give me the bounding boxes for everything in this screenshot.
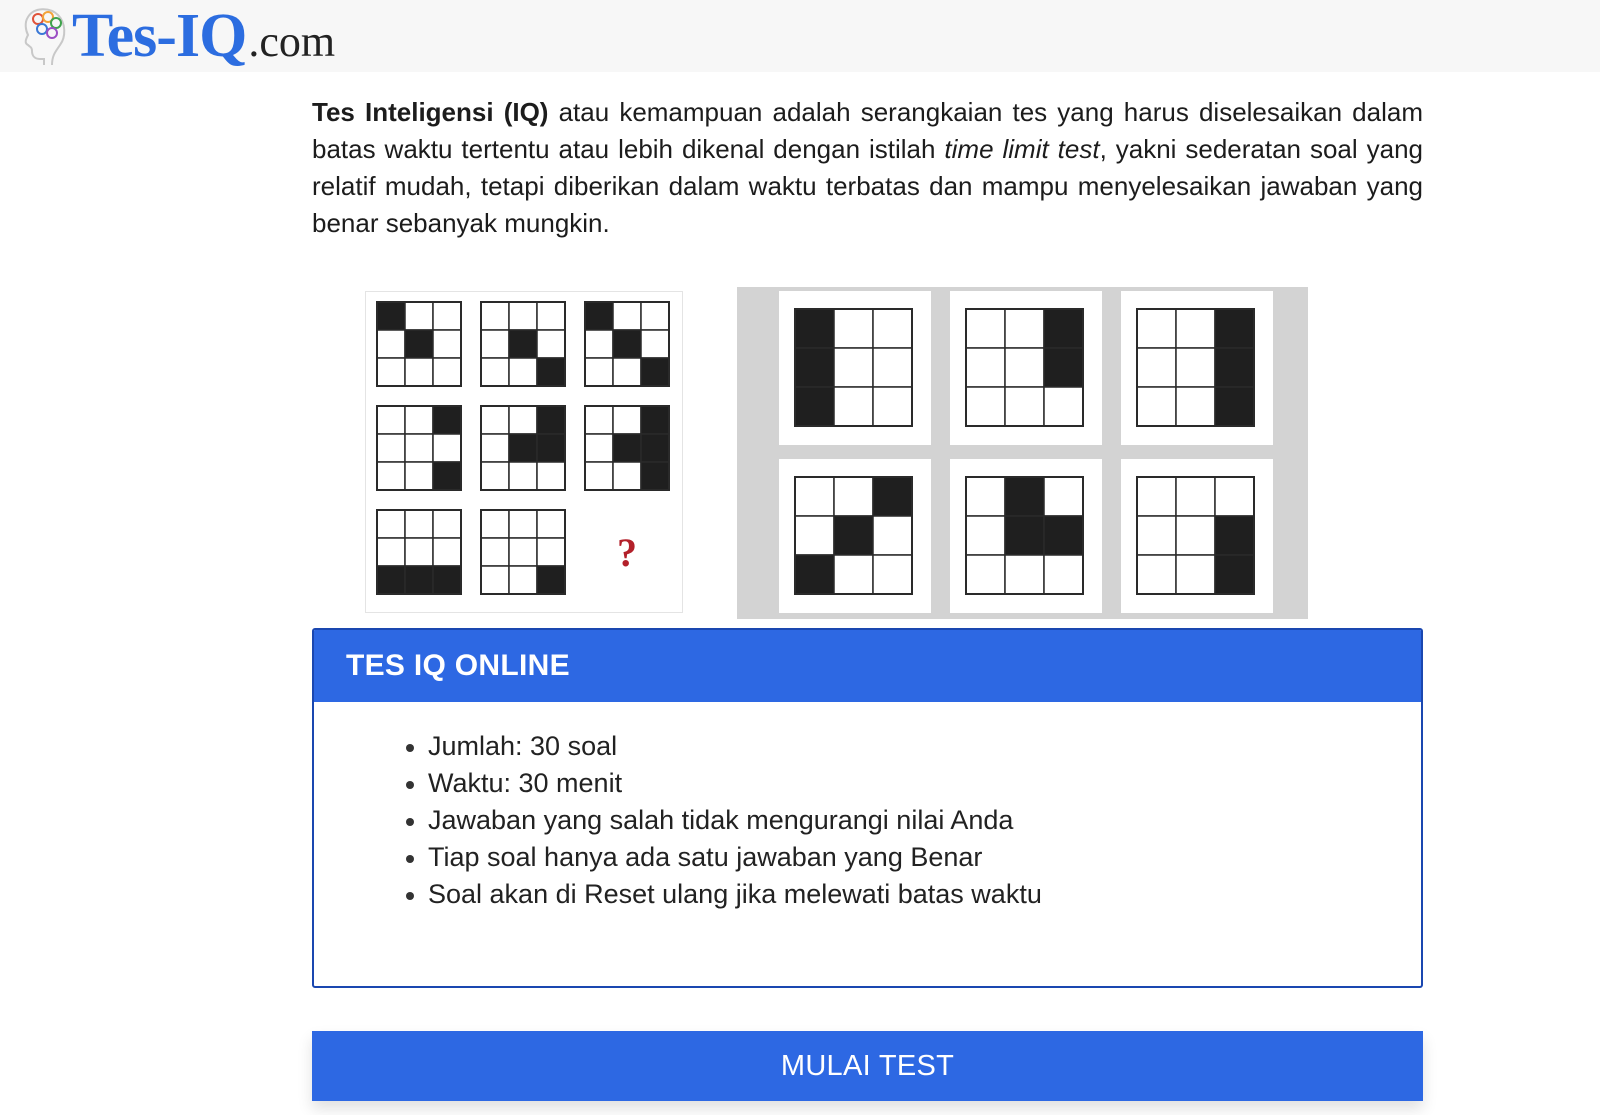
- grid-cell-empty: [585, 330, 613, 358]
- grid-cell-empty: [834, 348, 873, 387]
- grid-cell-empty: [834, 387, 873, 426]
- grid-cell-empty: [966, 309, 1005, 348]
- grid-cell-empty: [405, 302, 433, 330]
- question-mark: ?: [617, 530, 637, 575]
- matrix-grid: [585, 406, 669, 490]
- grid-cell-empty: [405, 538, 433, 566]
- grid-cell-empty: [509, 566, 537, 594]
- grid-cell-empty: [641, 302, 669, 330]
- grid-cell-empty: [481, 538, 509, 566]
- grid-cell-empty: [795, 516, 834, 555]
- grid-cell-empty: [433, 434, 461, 462]
- matrix-grid: [585, 302, 669, 386]
- grid-cell-empty: [966, 348, 1005, 387]
- grid-cell-empty: [613, 358, 641, 386]
- grid-cell-filled: [1005, 477, 1044, 516]
- grid-cell-empty: [537, 302, 565, 330]
- grid-cell-empty: [641, 330, 669, 358]
- intro-text-2: , yakni sederatan soal yang relatif mudah, tetapi diberikan dalam waktu terbatas dan mampu menyelesaikan jawaban yang benar sebanyak mungkin.: [312, 134, 1423, 238]
- grid-cell-filled: [795, 387, 834, 426]
- grid-cell-empty: [509, 358, 537, 386]
- grid-cell-filled: [613, 330, 641, 358]
- grid-cell-empty: [613, 406, 641, 434]
- grid-cell-empty: [1005, 387, 1044, 426]
- puzzle-options-svg: [737, 287, 1308, 619]
- grid-cell-empty: [1137, 309, 1176, 348]
- grid-cell-empty: [433, 358, 461, 386]
- grid-cell-empty: [377, 330, 405, 358]
- grid-cell-empty: [966, 477, 1005, 516]
- grid-cell-filled: [613, 434, 641, 462]
- intro-paragraph: [312, 94, 1423, 242]
- matrix-grid: [377, 406, 461, 490]
- grid-cell-filled: [641, 358, 669, 386]
- option-grid: [966, 309, 1083, 426]
- grid-cell-empty: [481, 330, 509, 358]
- list-item: Waktu: 30 menit: [428, 765, 1421, 802]
- site-logo[interactable]: [22, 0, 335, 72]
- grid-cell-filled: [1005, 516, 1044, 555]
- grid-cell-empty: [509, 406, 537, 434]
- grid-cell-filled: [641, 434, 669, 462]
- grid-cell-filled: [1044, 309, 1083, 348]
- grid-cell-empty: [585, 358, 613, 386]
- matrix-grid: [481, 510, 565, 594]
- grid-cell-empty: [405, 462, 433, 490]
- grid-cell-filled: [795, 555, 834, 594]
- card-title: TES IQ ONLINE: [346, 649, 570, 682]
- list-item: Soal akan di Reset ulang jika melewati batas waktu: [428, 876, 1421, 913]
- grid-cell-filled: [405, 566, 433, 594]
- grid-cell-empty: [1176, 555, 1215, 594]
- grid-cell-empty: [433, 510, 461, 538]
- grid-cell-empty: [1137, 477, 1176, 516]
- matrix-grid: [481, 406, 565, 490]
- logo-name: Tes-IQ: [72, 2, 247, 70]
- grid-cell-empty: [873, 348, 912, 387]
- grid-cell-filled: [641, 462, 669, 490]
- grid-cell-empty: [405, 510, 433, 538]
- grid-cell-empty: [966, 387, 1005, 426]
- grid-cell-empty: [1176, 516, 1215, 555]
- grid-cell-empty: [795, 477, 834, 516]
- grid-cell-empty: [613, 462, 641, 490]
- grid-cell-empty: [1215, 477, 1254, 516]
- grid-cell-empty: [1137, 516, 1176, 555]
- grid-cell-empty: [966, 516, 1005, 555]
- puzzle-matrix-svg: [366, 292, 682, 612]
- grid-cell-empty: [481, 434, 509, 462]
- grid-cell-empty: [509, 302, 537, 330]
- grid-cell-empty: [377, 538, 405, 566]
- grid-cell-empty: [873, 555, 912, 594]
- brain-head-icon: [22, 5, 70, 69]
- grid-cell-filled: [795, 309, 834, 348]
- grid-cell-filled: [433, 406, 461, 434]
- grid-cell-empty: [1044, 477, 1083, 516]
- grid-cell-empty: [377, 358, 405, 386]
- grid-cell-empty: [613, 302, 641, 330]
- grid-cell-filled: [537, 434, 565, 462]
- grid-cell-empty: [1176, 348, 1215, 387]
- option-grid: [1137, 309, 1254, 426]
- grid-cell-empty: [1176, 477, 1215, 516]
- grid-cell-empty: [481, 358, 509, 386]
- grid-cell-filled: [509, 330, 537, 358]
- option-grid: [1137, 477, 1254, 594]
- grid-cell-filled: [377, 302, 405, 330]
- grid-cell-empty: [1137, 348, 1176, 387]
- grid-cell-empty: [509, 538, 537, 566]
- grid-cell-empty: [433, 538, 461, 566]
- intro-section: [312, 94, 1423, 242]
- grid-cell-empty: [585, 462, 613, 490]
- start-test-button[interactable]: MULAI TEST: [312, 1031, 1423, 1101]
- grid-cell-empty: [481, 566, 509, 594]
- option-grid: [795, 309, 912, 426]
- test-rules-list: [314, 702, 1421, 913]
- grid-cell-filled: [834, 516, 873, 555]
- puzzle-options-image: [737, 287, 1308, 619]
- grid-cell-filled: [433, 566, 461, 594]
- grid-cell-empty: [433, 330, 461, 358]
- site-header: [0, 0, 1600, 72]
- grid-cell-empty: [1044, 555, 1083, 594]
- intro-text-1: atau kemampuan adalah serangkaian tes yang harus diselesaikan dalam batas waktu tertentu atau lebih dikenal dengan istilah: [312, 97, 1423, 164]
- puzzle-matrix-image: [365, 291, 683, 613]
- grid-cell-empty: [509, 510, 537, 538]
- grid-cell-filled: [537, 566, 565, 594]
- grid-cell-filled: [1215, 516, 1254, 555]
- grid-cell-filled: [795, 348, 834, 387]
- test-info-card: [312, 628, 1423, 988]
- grid-cell-empty: [873, 309, 912, 348]
- grid-cell-filled: [873, 477, 912, 516]
- grid-cell-empty: [1176, 387, 1215, 426]
- grid-cell-filled: [377, 566, 405, 594]
- grid-cell-empty: [873, 516, 912, 555]
- matrix-grid: [481, 302, 565, 386]
- grid-cell-empty: [1044, 387, 1083, 426]
- grid-cell-empty: [537, 462, 565, 490]
- grid-cell-filled: [509, 434, 537, 462]
- grid-cell-empty: [1137, 555, 1176, 594]
- grid-cell-filled: [1215, 555, 1254, 594]
- grid-cell-empty: [1005, 348, 1044, 387]
- grid-cell-empty: [966, 555, 1005, 594]
- grid-cell-empty: [481, 510, 509, 538]
- matrix-grid: [377, 510, 461, 594]
- grid-cell-empty: [585, 434, 613, 462]
- grid-cell-filled: [641, 406, 669, 434]
- grid-cell-filled: [405, 330, 433, 358]
- option-grid: [795, 477, 912, 594]
- list-item: Jawaban yang salah tidak mengurangi nilai Anda: [428, 802, 1421, 839]
- grid-cell-empty: [377, 510, 405, 538]
- grid-cell-filled: [433, 462, 461, 490]
- grid-cell-empty: [873, 387, 912, 426]
- grid-cell-empty: [834, 555, 873, 594]
- grid-cell-empty: [377, 406, 405, 434]
- option-grid: [966, 477, 1083, 594]
- grid-cell-filled: [537, 406, 565, 434]
- grid-cell-empty: [537, 510, 565, 538]
- grid-cell-empty: [481, 406, 509, 434]
- list-item: Tiap soal hanya ada satu jawaban yang Benar: [428, 839, 1421, 876]
- grid-cell-empty: [537, 538, 565, 566]
- grid-cell-empty: [1137, 387, 1176, 426]
- grid-cell-empty: [405, 406, 433, 434]
- grid-cell-empty: [509, 462, 537, 490]
- grid-cell-filled: [585, 302, 613, 330]
- grid-cell-empty: [481, 462, 509, 490]
- grid-cell-empty: [481, 302, 509, 330]
- grid-cell-empty: [1005, 555, 1044, 594]
- grid-cell-filled: [1044, 348, 1083, 387]
- grid-cell-filled: [1215, 387, 1254, 426]
- grid-cell-empty: [1005, 309, 1044, 348]
- grid-cell-empty: [585, 406, 613, 434]
- grid-cell-filled: [1044, 516, 1083, 555]
- grid-cell-filled: [1215, 309, 1254, 348]
- grid-cell-empty: [537, 330, 565, 358]
- grid-cell-empty: [433, 302, 461, 330]
- grid-cell-empty: [834, 477, 873, 516]
- intro-bold-lead: Tes Inteligensi (IQ): [312, 97, 549, 127]
- grid-cell-empty: [377, 462, 405, 490]
- intro-italic-term: time limit test: [944, 134, 1100, 164]
- grid-cell-empty: [405, 358, 433, 386]
- grid-cell-filled: [1215, 348, 1254, 387]
- grid-cell-empty: [405, 434, 433, 462]
- grid-cell-filled: [537, 358, 565, 386]
- card-header: [314, 630, 1421, 702]
- logo-domain: .com: [248, 17, 336, 66]
- matrix-grid: [377, 302, 461, 386]
- list-item: Jumlah: 30 soal: [428, 728, 1421, 765]
- grid-cell-empty: [1176, 309, 1215, 348]
- puzzle-figure: [365, 287, 1308, 619]
- grid-cell-empty: [377, 434, 405, 462]
- grid-cell-empty: [834, 309, 873, 348]
